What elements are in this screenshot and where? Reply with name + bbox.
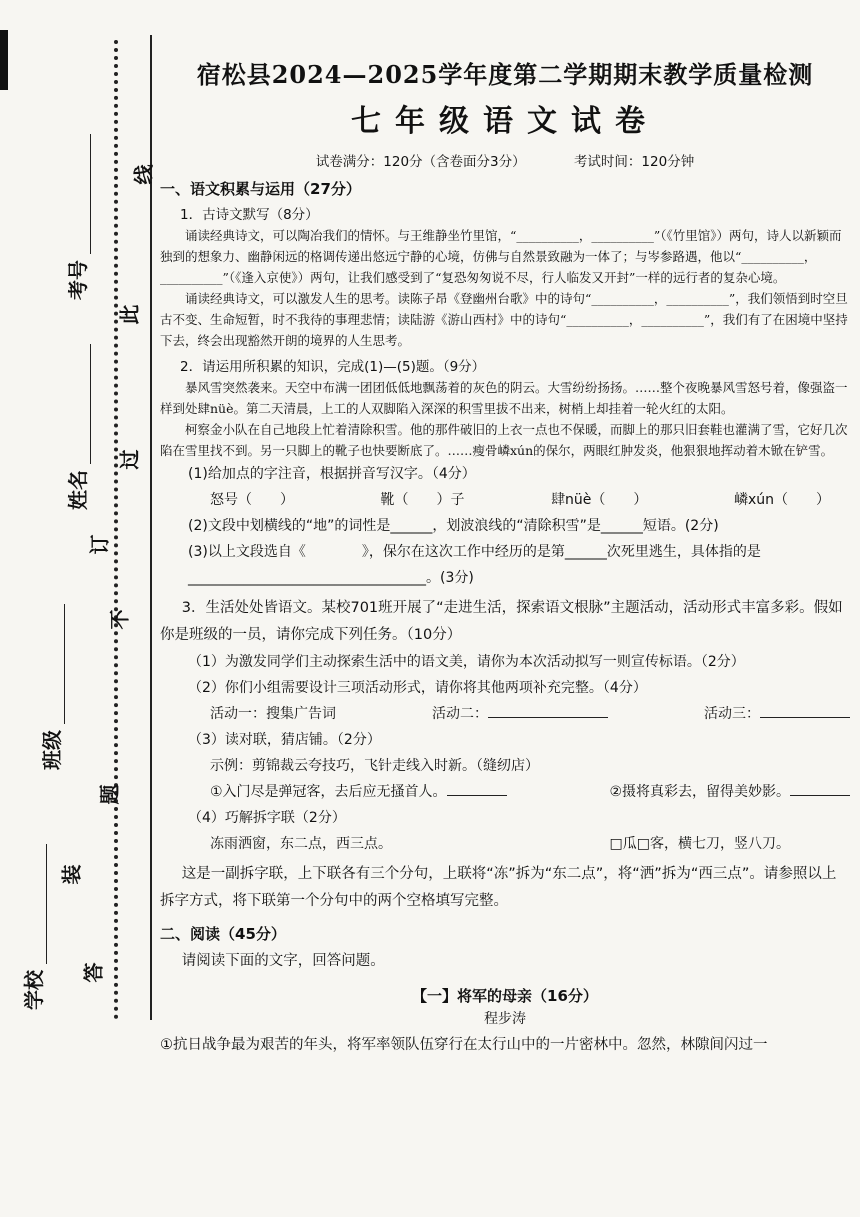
q3-activities (210, 701, 850, 727)
q1-label: 1．古诗文默写（8分） (180, 207, 319, 223)
article-author: 程步涛 (484, 1011, 526, 1027)
name-field: 姓名 (62, 344, 91, 510)
q3-sub2: （2）你们小组需要设计三项活动形式，请你将其他两项补充完整。（4分） (188, 680, 647, 696)
q2-sub1: (1)给加点的字注音，根据拼音写汉字。（4分） (188, 466, 476, 482)
chaizi-upper: 冻雨洒窗，东二点，西三点。 (210, 836, 392, 852)
couplet-1: ①入门尽是弹冠客，去后应无搔首人。 (210, 779, 507, 805)
full-score: 试卷满分：120分（含卷面分3分） (315, 154, 526, 170)
couplets (210, 779, 850, 805)
q1-paragraph-1: 诵读经典诗文，可以陶冶我们的情怀。与王维静坐竹里馆，“__________，__________”（《竹里馆》）两句，诗人以新颖而独到的想象力、幽静闲远的格调传递出悠远宁静的心境，仿佛与自然景致融为一体了；与岑参路遇，他以“__________，__________”（《逢入京使》）两句，让我们感受到了“复恐匆匆说不尽，行人临发又开封”一样的远行者的复杂心境。 (160, 228, 842, 285)
exam-subtitle: 七年级语文试卷 (351, 104, 659, 139)
exam-content (160, 55, 850, 1058)
q3-sub3: （3）读对联，猜店铺。（2分） (188, 732, 381, 748)
answer-blank[interactable]: 肆nüè（ ） (551, 492, 648, 508)
q3-sub4: （4）巧解拆字联（2分） (188, 810, 346, 826)
binding-margin (0, 0, 160, 1217)
couplet-example: 示例：剪锦裁云夸技巧，飞针走线入时新。（缝纫店） (210, 758, 539, 774)
q2-sub1-items (210, 487, 850, 513)
q3-intro: 3．生活处处皆语文。某校701班开展了“走进生活，探索语文根脉”主题活动，活动形式丰富多彩。假如你是班级的一员，请你完成下列任务。（10分） (160, 600, 843, 643)
seal-char: 答 (81, 962, 106, 983)
q2-sub3: (3)以上文段选自《 》，保尔在这次工作中经历的是第______次死里逃生，具体指的是__________________________________。(3分) (188, 544, 761, 586)
school-field: 学校 (18, 844, 47, 1010)
section-2-heading: 二、阅读（45分） (160, 925, 286, 943)
couplet-2: ②摄将真彩去，留得美妙影。 (609, 779, 850, 805)
q3-sub1: （1）为激发同学们主动探索生活中的语文美，请你为本次活动拟写一则宣传标语。（2分） (188, 654, 745, 670)
activity-1: 活动一：搜集广告词 (210, 706, 336, 722)
q2-sub2: (2)文段中划横线的“地”的词性是______，划波浪线的“清除积雪”是______短语。(2分) (188, 518, 719, 534)
seal-char: 过 (117, 449, 142, 470)
seal-char: 此 (117, 304, 142, 325)
seal-char: 线 (131, 164, 156, 185)
q1-paragraph-2: 诵读经典诗文，可以激发人生的思考。读陈子昂《登幽州台歌》中的诗句“__________，__________”，我们领悟到时空旦古不变、生命短暂，时不我待的事理悲情；读陆游《游山西村》中的诗句“__________，__________”，我们有了在困境中坚持下去，终会出现豁然开朗的境界的人生思考。 (160, 291, 848, 348)
dotted-binding-line (114, 40, 118, 1020)
answer-blank[interactable]: 嶙xún（ ） (733, 492, 830, 508)
article-first-line: ①抗日战争最为艰苦的年头，将军率领队伍穿行在太行山中的一片密林中。忽然，林隙间闪过一 (160, 1037, 768, 1053)
seal-char: 装 (59, 864, 84, 885)
exam-meta (160, 150, 850, 170)
q2-label: 2．请运用所积累的知识，完成(1)—(5)题。（9分） (180, 359, 486, 375)
class-field: 班级 (36, 604, 65, 770)
section-1-heading: 一、语文积累与运用（27分） (160, 180, 361, 198)
chaizi-explain: 这是一副拆字联，上下联各有三个分句，上联将“冻”拆为“东二点”，将“洒”拆为“西三点”。请参照以上拆字方式，将下联第一个分句中的两个空格填写完整。 (160, 866, 837, 909)
q2-passage-1: 暴风雪突然袭来。天空中布满一团团低低地飘荡着的灰色的阴云。大雪纷纷扬扬。……整个夜晚暴风雪怒号着，像强盗一样到处肆nüè。第二天清晨，上工的人双脚陷入深深的积雪里拔不出来，树梢上却挂着一轮火红的太阳。 (160, 380, 848, 416)
exam-title: 宿松县2024—2025学年度第二学期期末教学质量检测 (196, 60, 814, 89)
chaizi-lower: □瓜□客，横七刀，竖八刀。 (609, 836, 790, 852)
reading-instruction: 请阅读下面的文字，回答问题。 (181, 953, 385, 969)
chaizi-couplet (210, 831, 850, 857)
answer-blank[interactable] (790, 781, 850, 796)
seal-char: 订 (87, 534, 112, 555)
q2-passage-2: 柯察金小队在自己地段上忙着清除积雪。他的那件破旧的上衣一点也不保暖，而脚上的那只旧套鞋也灌满了雪，它好几次陷在雪里找不到。另一只脚上的靴子也快要断底了。……瘦骨嶙xún的保尔，两眼红肿发炎，他狠狠地挥动着木锨在铲雪。 (160, 422, 848, 458)
answer-blank[interactable] (447, 781, 507, 796)
seal-char: 题 (97, 784, 122, 805)
seal-char: 不 (107, 609, 132, 630)
activity-3: 活动三： (704, 701, 850, 727)
exam-time: 考试时间：120分钟 (573, 154, 695, 170)
exam-number-field: 考号 (62, 134, 91, 300)
answer-blank[interactable] (760, 703, 850, 718)
answer-blank[interactable] (488, 703, 608, 718)
article-title: 【一】将军的母亲（16分） (412, 987, 598, 1005)
answer-blank[interactable]: 怒号（ ） (210, 492, 294, 508)
answer-blank[interactable]: 靴（ ）子 (380, 492, 465, 508)
activity-2: 活动二： (432, 701, 608, 727)
